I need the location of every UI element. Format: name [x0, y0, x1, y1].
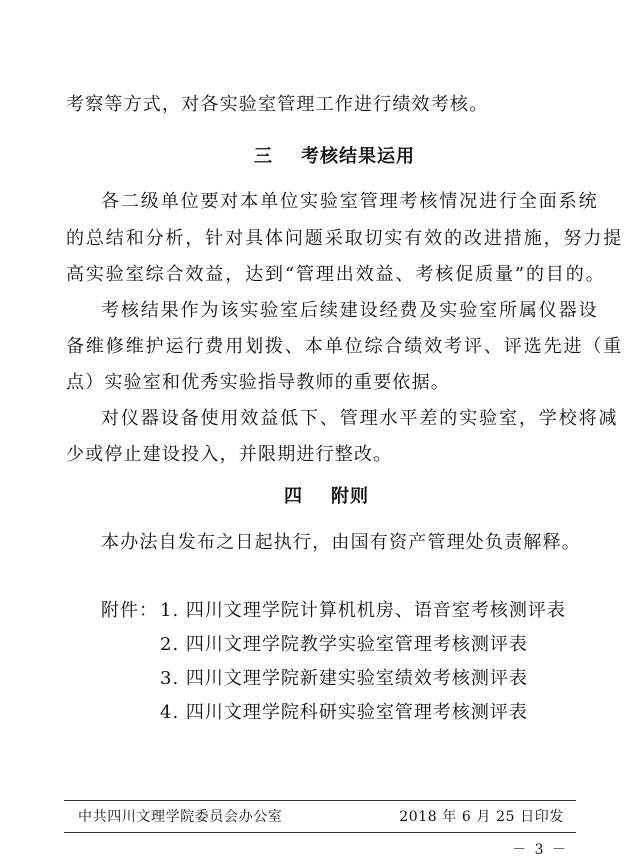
paragraph-3-line-1: 对仪器设备使用效益低下、管理水平差的实验室，学校将减 — [101, 408, 619, 429]
footer-bottom-rule — [64, 832, 576, 833]
attachment-item-1: 1. 四川文理学院计算机机房、语音室考核测评表 — [160, 600, 566, 621]
attachment-item-3: 3. 四川文理学院新建实验室绩效考核测评表 — [160, 668, 528, 689]
section-title: 附则 — [331, 486, 369, 507]
paragraph-1-line-3: 高实验室综合效益，达到“管理出效益、考核促质量”的目的。 — [66, 264, 606, 285]
attachments-label: 附件： — [101, 600, 158, 621]
page-number: － 3 － — [512, 842, 568, 858]
paragraph-2-line-3: 点）实验室和优秀实验指导教师的重要依据。 — [66, 372, 450, 393]
attachment-item-4: 4. 四川文理学院科研实验室管理考核测评表 — [160, 702, 528, 723]
paragraph-1-line-2: 的总结和分析，针对具体问题采取切实有效的改进措施，努力提 — [66, 228, 624, 249]
paragraph-2-line-1: 考核结果作为该实验室后续建设经费及实验室所属仪器设 — [101, 300, 599, 321]
section-heading-3 — [254, 146, 415, 168]
section-number: 四 — [284, 486, 303, 507]
footer-top-rule — [64, 800, 576, 801]
paragraph-2-line-2: 备维修维护运行费用划拨、本单位综合绩效考评、评选先进（重 — [66, 336, 624, 357]
section-title: 考核结果运用 — [301, 146, 415, 167]
footer-issuer: 中共四川文理学院委员会办公室 — [78, 809, 283, 825]
paragraph-1-line-1: 各二级单位要对本单位实验室管理考核情况进行全面系统 — [101, 191, 599, 212]
section-heading-4 — [284, 486, 369, 508]
paragraph-4: 本办法自发布之日起执行，由国有资产管理处负责解释。 — [101, 532, 581, 553]
continuation-line: 考察等方式，对各实验室管理工作进行绩效考核。 — [66, 94, 489, 115]
paragraph-3-line-2: 少或停止建设投入，并限期进行整改。 — [66, 444, 393, 465]
section-number: 三 — [254, 146, 273, 167]
footer-date: 2018 年 6 月 25 日印发 — [399, 809, 564, 825]
attachment-item-2: 2. 四川文理学院教学实验室管理考核测评表 — [160, 634, 528, 655]
